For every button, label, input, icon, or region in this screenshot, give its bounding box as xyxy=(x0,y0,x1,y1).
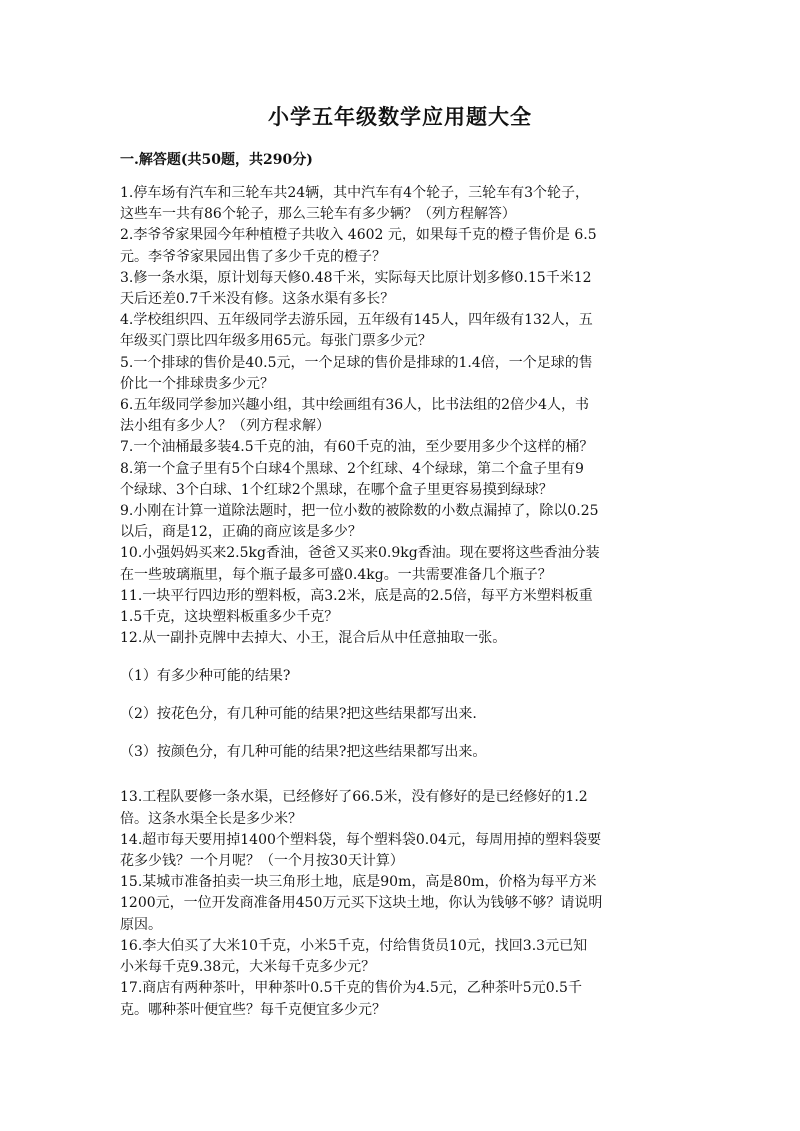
question-line: 16.李大伯买了大米10千克，小米5千克，付给售货员10元，找回3.3元已知 xyxy=(120,937,588,954)
page-title: 小学五年级数学应用题大全 xyxy=(268,104,532,129)
question-line: 6.五年级同学参加兴趣小组，其中绘画组有36人，比书法组的2倍少4人，书 xyxy=(120,397,589,414)
question-item xyxy=(120,787,680,829)
question-item xyxy=(120,459,680,501)
question-item xyxy=(120,872,680,936)
question-line: 这些车一共有86个轮子，那么三轮车有多少辆？（列方程解答） xyxy=(120,206,516,223)
subquestion-item: （3）按颜色分，有几种可能的结果?把这些结果都写出来。 xyxy=(120,744,487,761)
question-group-2 xyxy=(120,787,680,1020)
question-item xyxy=(120,830,680,872)
subquestion-item: （1）有多少种可能的结果? xyxy=(120,668,291,685)
question-line: 17.商店有两种茶叶，甲种茶叶0.5千克的售价为4.5元，乙种茶叶5元0.5千 xyxy=(120,980,582,997)
question-line: 11.一块平行四边形的塑料板，高3.2米，底是高的2.5倍，每平方米塑料板重 xyxy=(120,587,593,604)
question-line: 原因。 xyxy=(120,916,162,933)
question-line: 克。哪种茶叶便宜些？每千克便宜多少元？ xyxy=(120,1001,386,1018)
question-line: 年级买门票比四年级多用65元。每张门票多少元？ xyxy=(120,333,432,350)
question-line: 2.李爷爷家果园今年种植橙子共收入 4602 元，如果每千克的橙子售价是 6.5 xyxy=(120,227,597,244)
question-item xyxy=(120,395,680,437)
question-line: 天后还差0.7千米没有修。这条水渠有多长？ xyxy=(120,291,395,308)
question-line: 10.小强妈妈买来2.5kg香油，爸爸又买来0.9kg香油。现在要将这些香油分装 xyxy=(120,545,600,562)
question-line: 13.工程队要修一条水渠，已经修好了66.5米，没有修好的是已经修好的1.2 xyxy=(120,789,588,806)
subquestion-group xyxy=(120,666,680,763)
question-group-1 xyxy=(120,183,680,649)
question-line: 3.修一条水渠，原计划每天修0.48千米，实际每天比原计划多修0.15千米12 xyxy=(120,269,592,286)
subquestion-item: （2）按花色分，有几种可能的结果?把这些结果都写出来. xyxy=(120,706,477,723)
question-line: 15.某城市准备拍卖一块三角形土地，底是90m，高是80m，价格为每平方米 xyxy=(120,874,597,891)
question-item xyxy=(120,936,680,978)
question-line: 1.5千克，这块塑料板重多少千克？ xyxy=(120,609,339,626)
question-item xyxy=(120,437,680,458)
question-line: 1200元，一位开发商准备用450万元买下这块土地，你认为钱够不够？请说明 xyxy=(120,895,603,912)
question-line: 14.超市每天要用掉1400个塑料袋，每个塑料袋0.04元，每周用掉的塑料袋要 xyxy=(120,831,602,848)
question-item xyxy=(120,310,680,352)
question-item xyxy=(120,225,680,267)
question-line: 9.小刚在计算一道除法题时，把一位小数的被除数的小数点漏掉了，除以0.25 xyxy=(120,503,599,520)
question-line: 1.停车场有汽车和三轮车共24辆，其中汽车有4个轮子，三轮车有3个轮子， xyxy=(120,185,589,201)
section-heading: 一.解答题(共50题，共290分) xyxy=(120,152,313,168)
question-line: 倍。这条水渠全长是多少米？ xyxy=(120,810,302,827)
question-line: 以后，商是12，正确的商应该是多少？ xyxy=(120,524,362,541)
question-line: 法小组有多少人？（列方程求解） xyxy=(120,418,330,435)
question-item xyxy=(120,268,680,310)
question-item xyxy=(120,978,680,1020)
question-line: 4.学校组织四、五年级同学去游乐园，五年级有145人，四年级有132人，五 xyxy=(120,312,593,329)
question-line: 小米每千克9.38元，大米每千克多少元？ xyxy=(120,959,376,976)
question-item xyxy=(120,543,680,585)
question-line: 12.从一副扑克牌中去掉大、小王，混合后从中任意抽取一张。 xyxy=(120,630,507,647)
question-item xyxy=(120,628,680,649)
question-item xyxy=(120,183,680,225)
question-list xyxy=(120,183,680,1021)
question-item xyxy=(120,353,680,395)
question-item xyxy=(120,501,680,543)
question-line: 花多少钱？一个月呢？（一个月按30天计算） xyxy=(120,853,404,870)
question-line: 在一些玻璃瓶里，每个瓶子最多可盛0.4kg。一共需要准备几个瓶子？ xyxy=(120,566,552,583)
question-line: 8.第一个盒子里有5个白球4个黑球、2个红球、4个绿球，第二个盒子里有9 xyxy=(120,460,584,477)
question-line: 价比一个排球贵多少元？ xyxy=(120,375,274,392)
question-line: 元。李爷爷家果园出售了多少千克的橙子？ xyxy=(120,248,386,265)
question-item xyxy=(120,586,680,628)
question-line: 7.一个油桶最多装4.5千克的油，有60千克的油，至少要用多少个这样的桶？ xyxy=(120,439,594,456)
question-line: 5.一个排球的售价是40.5元，一个足球的售价是排球的1.4倍，一个足球的售 xyxy=(120,354,593,371)
question-line: 个绿球、3个白球、1个红球2个黑球，在哪个盒子里更容易摸到绿球？ xyxy=(120,481,553,498)
